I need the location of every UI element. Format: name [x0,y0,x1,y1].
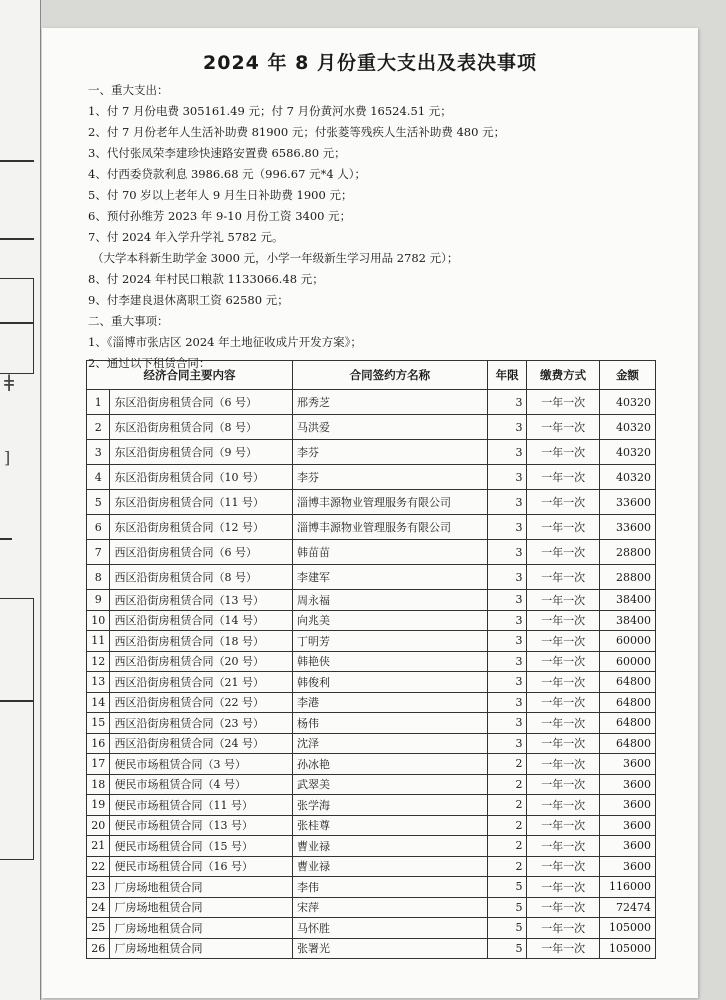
body-text [88,80,688,374]
cell-content: 厂房场地租赁合同 [110,938,293,959]
table-row [87,795,656,816]
cell-pay: 一年一次 [527,938,599,959]
header-term: 年限 [487,361,527,390]
cell-no: 17 [87,754,110,775]
cell-pay: 一年一次 [527,440,599,465]
table-row [87,415,656,440]
text-line: 2、通过以下租赁合同： [88,356,211,370]
table-row [87,836,656,857]
cell-amount: 60000 [599,651,655,672]
cell-pay: 一年一次 [527,631,599,652]
cell-amount: 38400 [599,610,655,631]
cell-pay: 一年一次 [527,540,599,565]
cell-term: 5 [487,938,527,959]
cell-party: 马洪爱 [292,415,487,440]
header-pay: 缴费方式 [527,361,599,390]
cell-party: 韩俊利 [292,672,487,693]
table-row [87,754,656,775]
cell-amount: 40320 [599,465,655,490]
cell-content: 厂房场地租赁合同 [110,897,293,918]
cell-pay: 一年一次 [527,390,599,415]
cell-party: 淄博丰源物业管理服务有限公司 [292,515,487,540]
text-line: 1、《淄博市张店区 2024 年土地征收成片开发方案》； [88,335,362,349]
cell-term: 3 [487,733,527,754]
table-row [87,918,656,939]
cell-pay: 一年一次 [527,651,599,672]
cell-amount: 40320 [599,390,655,415]
cell-party: 曹业禄 [292,856,487,877]
cell-term: 3 [487,390,527,415]
table-row [87,938,656,959]
cell-term: 3 [487,465,527,490]
cell-content: 西区沿街房租赁合同（14 号） [110,610,293,631]
cell-no: 2 [87,415,110,440]
cell-no: 5 [87,490,110,515]
cell-content: 东区沿街房租赁合同（9 号） [110,440,293,465]
cell-no: 9 [87,590,110,611]
cell-no: 12 [87,651,110,672]
cell-amount: 28800 [599,540,655,565]
cell-content: 西区沿街房租赁合同（24 号） [110,733,293,754]
cell-no: 20 [87,815,110,836]
cell-term: 3 [487,415,527,440]
cell-pay: 一年一次 [527,490,599,515]
cell-no: 23 [87,877,110,898]
cell-party: 武翠美 [292,774,487,795]
cell-no: 3 [87,440,110,465]
cell-term: 5 [487,918,527,939]
cell-term: 2 [487,836,527,857]
table-row [87,515,656,540]
cell-pay: 一年一次 [527,713,599,734]
cell-pay: 一年一次 [527,877,599,898]
cell-no: 24 [87,897,110,918]
cell-pay: 一年一次 [527,856,599,877]
text-line: 6、预付孙维芳 2023 年 9-10 月份工资 3400 元； [88,209,352,223]
cell-amount: 40320 [599,415,655,440]
cell-party: 李芬 [292,465,487,490]
cell-pay: 一年一次 [527,836,599,857]
cell-content: 西区沿街房租赁合同（21 号） [110,672,293,693]
table-row [87,651,656,672]
cell-term: 3 [487,672,527,693]
cell-no: 14 [87,692,110,713]
cell-amount: 72474 [599,897,655,918]
cell-content: 西区沿街房租赁合同（20 号） [110,651,293,672]
cell-amount: 105000 [599,938,655,959]
text-line: 2、付 7 月份老年人生活补助费 81900 元；付张菱等残疾人生活补助费 480 元； [88,125,506,139]
cell-term: 3 [487,440,527,465]
cell-pay: 一年一次 [527,590,599,611]
cell-no: 11 [87,631,110,652]
cell-amount: 64800 [599,672,655,693]
cell-party: 张学海 [292,795,487,816]
text-line: 7、付 2024 年入学升学礼 5782 元。 [88,230,284,244]
cell-no: 6 [87,515,110,540]
cell-content: 东区沿街房租赁合同（8 号） [110,415,293,440]
header-party: 合同签约方名称 [292,361,487,390]
cell-term: 3 [487,565,527,590]
cell-amount: 64800 [599,733,655,754]
cell-amount: 64800 [599,692,655,713]
cell-no: 22 [87,856,110,877]
table-row [87,440,656,465]
cell-no: 21 [87,836,110,857]
table-row [87,540,656,565]
cell-term: 3 [487,610,527,631]
cell-pay: 一年一次 [527,897,599,918]
text-line: 二、重大事项： [88,314,169,328]
cell-no: 4 [87,465,110,490]
table-row [87,713,656,734]
document-page [42,28,698,998]
cell-content: 东区沿街房租赁合同（12 号） [110,515,293,540]
text-line: （大学本科新生助学金 3000 元，小学一年级新生学习用品 2782 元）； [92,251,459,265]
text-line: 4、付西委贷款利息 3986.68 元（996.67 元*4 人）； [88,167,367,181]
header-amount: 金额 [599,361,655,390]
cell-content: 厂房场地租赁合同 [110,877,293,898]
cell-amount: 60000 [599,631,655,652]
cell-no: 1 [87,390,110,415]
cell-term: 5 [487,897,527,918]
cell-no: 16 [87,733,110,754]
table-row [87,815,656,836]
cell-amount: 3600 [599,836,655,857]
cell-term: 2 [487,754,527,775]
cell-amount: 105000 [599,918,655,939]
text-line: 一、重大支出： [88,83,169,97]
cell-no: 8 [87,565,110,590]
cell-pay: 一年一次 [527,610,599,631]
cell-party: 张桂尊 [292,815,487,836]
cell-party: 周永福 [292,590,487,611]
cell-pay: 一年一次 [527,795,599,816]
cell-pay: 一年一次 [527,815,599,836]
cell-content: 东区沿街房租赁合同（11 号） [110,490,293,515]
cell-content: 东区沿街房租赁合同（6 号） [110,390,293,415]
table-row [87,465,656,490]
text-line: 1、付 7 月份电费 305161.49 元；付 7 月份黄河水费 16524.51 元； [88,104,452,118]
cell-no: 10 [87,610,110,631]
cell-amount: 28800 [599,565,655,590]
cell-no: 18 [87,774,110,795]
cell-party: 淄博丰源物业管理服务有限公司 [292,490,487,515]
table-row [87,897,656,918]
cell-no: 15 [87,713,110,734]
cell-content: 便民市场租赁合同（3 号） [110,754,293,775]
contracts-table [86,360,656,959]
cell-pay: 一年一次 [527,733,599,754]
cell-no: 7 [87,540,110,565]
table-row [87,565,656,590]
table-row [87,490,656,515]
cell-pay: 一年一次 [527,774,599,795]
cell-pay: 一年一次 [527,918,599,939]
cell-term: 3 [487,490,527,515]
cell-party: 邢秀芝 [292,390,487,415]
cell-term: 2 [487,795,527,816]
cell-amount: 3600 [599,795,655,816]
table-row [87,856,656,877]
adjacent-page-edge: ǂ ] [0,0,41,1000]
cell-party: 李伟 [292,877,487,898]
table-row [87,672,656,693]
table-row [87,631,656,652]
cell-term: 3 [487,713,527,734]
cell-pay: 一年一次 [527,692,599,713]
cell-amount: 3600 [599,774,655,795]
table-row [87,774,656,795]
cell-content: 便民市场租赁合同（11 号） [110,795,293,816]
cell-content: 厂房场地租赁合同 [110,918,293,939]
cell-party: 向兆美 [292,610,487,631]
cell-amount: 3600 [599,856,655,877]
text-line: 3、代付张凤荣李建珍快速路安置费 6586.80 元； [88,146,346,160]
cell-party: 丁明芳 [292,631,487,652]
cell-content: 西区沿街房租赁合同（22 号） [110,692,293,713]
cell-content: 便民市场租赁合同（4 号） [110,774,293,795]
cell-term: 2 [487,856,527,877]
cell-amount: 38400 [599,590,655,611]
cell-amount: 40320 [599,440,655,465]
cell-party: 韩艳侠 [292,651,487,672]
cell-party: 沈泽 [292,733,487,754]
cell-party: 孙冰艳 [292,754,487,775]
cell-term: 5 [487,877,527,898]
cell-content: 西区沿街房租赁合同（6 号） [110,540,293,565]
cell-term: 3 [487,540,527,565]
table-header-row [87,361,656,390]
cell-no: 13 [87,672,110,693]
cell-term: 3 [487,631,527,652]
cell-content: 东区沿街房租赁合同（10 号） [110,465,293,490]
table-row [87,877,656,898]
cell-party: 李港 [292,692,487,713]
cell-amount: 3600 [599,815,655,836]
text-line: 5、付 70 岁以上老年人 9 月生日补助费 1900 元； [88,188,353,202]
table-row [87,733,656,754]
cell-content: 西区沿街房租赁合同（13 号） [110,590,293,611]
cell-no: 25 [87,918,110,939]
cell-party: 宋萍 [292,897,487,918]
cell-amount: 116000 [599,877,655,898]
cell-content: 便民市场租赁合同（13 号） [110,815,293,836]
cell-term: 3 [487,590,527,611]
text-line: 9、付李建良退休离职工资 62580 元； [88,293,289,307]
cell-pay: 一年一次 [527,672,599,693]
cell-party: 韩苗苗 [292,540,487,565]
cell-party: 李建军 [292,565,487,590]
cell-party: 李芬 [292,440,487,465]
cell-term: 3 [487,692,527,713]
cell-content: 便民市场租赁合同（15 号） [110,836,293,857]
table-row [87,692,656,713]
cell-no: 19 [87,795,110,816]
cell-term: 3 [487,515,527,540]
cell-amount: 3600 [599,754,655,775]
cell-party: 马怀胜 [292,918,487,939]
cell-pay: 一年一次 [527,754,599,775]
cell-pay: 一年一次 [527,515,599,540]
document-title: 2024 年 8 月份重大支出及表决事项 [203,52,537,74]
cell-pay: 一年一次 [527,415,599,440]
cell-term: 2 [487,815,527,836]
cell-term: 3 [487,651,527,672]
cell-content: 便民市场租赁合同（16 号） [110,856,293,877]
cell-party: 张署光 [292,938,487,959]
cell-content: 西区沿街房租赁合同（8 号） [110,565,293,590]
cell-amount: 64800 [599,713,655,734]
cell-amount: 33600 [599,490,655,515]
table-row [87,590,656,611]
cell-no: 26 [87,938,110,959]
table-row [87,390,656,415]
cell-party: 杨伟 [292,713,487,734]
cell-party: 曹业禄 [292,836,487,857]
cell-content: 西区沿街房租赁合同（18 号） [110,631,293,652]
cell-pay: 一年一次 [527,565,599,590]
table-row [87,610,656,631]
cell-pay: 一年一次 [527,465,599,490]
cell-content: 西区沿街房租赁合同（23 号） [110,713,293,734]
cell-amount: 33600 [599,515,655,540]
header-content: 经济合同主要内容 [87,361,293,390]
text-line: 8、付 2024 年村民口粮款 1133066.48 元； [88,272,324,286]
cell-term: 2 [487,774,527,795]
